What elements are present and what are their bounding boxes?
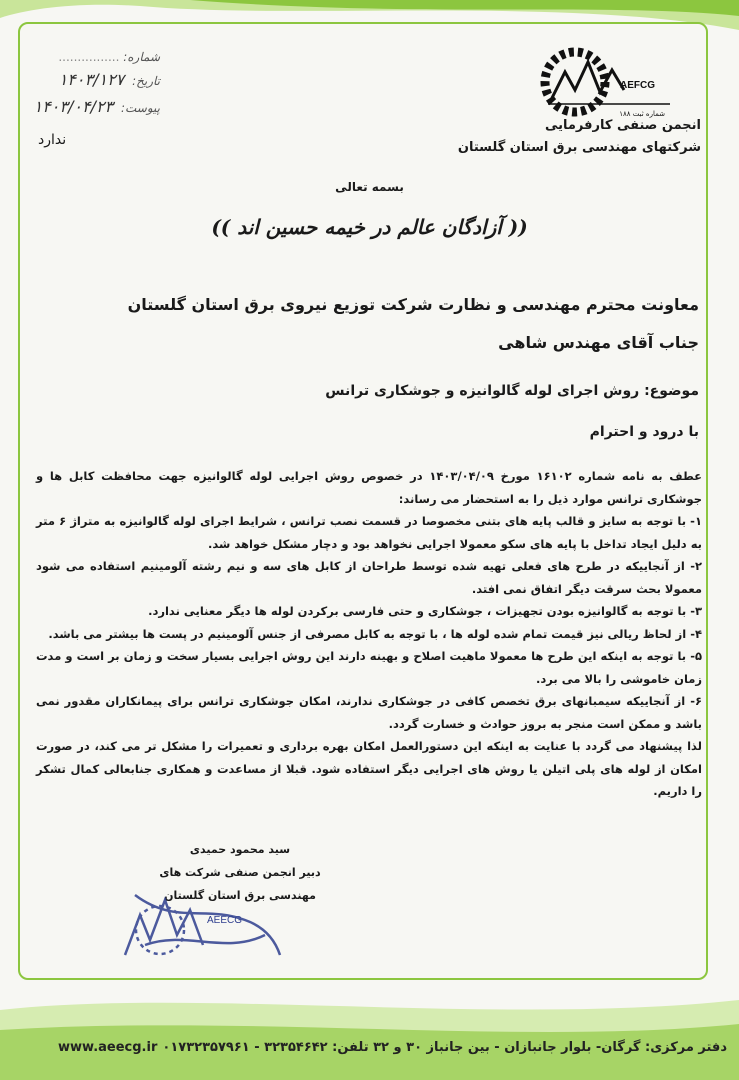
svg-text:AEECG: AEECG [207, 915, 243, 926]
date-value: ۱۴۰۳/۱۲۷ [58, 70, 125, 89]
signer-title-line2: مهندسی برق استان گلستان [164, 889, 316, 902]
logo-registration: شماره ثبت ۱۸۸ [619, 110, 665, 118]
official-stamp-icon [115, 885, 285, 965]
association-logo [520, 40, 670, 130]
org-name-line2: شرکتهای مهندسی برق استان گلستان [457, 140, 701, 155]
paragraph-item-1: ۱- با توجه به سایز و قالب پایه های بتنی مخصوصا در قسمت نصب ترانس ، شرایط اجرای لوله گالوانیزه به متراژ ۶ متر به دلیل ایجاد تداخل با پایه های سکو معمولا اجرایی نخواهد بود و دچار مشکل خواهد شد. [36, 514, 702, 551]
signer-title-line1: دبیر انجمن صنفی شرکت های [159, 866, 321, 879]
basmala: بسمه تعالی [335, 180, 404, 194]
paragraph-item-2: ۲- از آنجاییکه در طرح های فعلی تهیه شده توسط طراحان از کابل های سه و نیم رشته آلومینیم استفاده می شود معمولا بحث سرقت دیگر اتفاق نمی افتد. [36, 559, 702, 596]
date-row [30, 70, 160, 89]
date-label: تاریخ: [132, 74, 160, 88]
footer [0, 1040, 739, 1064]
attachment-note: ندارد [38, 132, 67, 148]
recipient-name: جناب آقای مهندس شاهی [498, 333, 699, 352]
org-name-line1: انجمن صنفی کارفرمایی [544, 118, 701, 133]
number-label: شماره: [123, 50, 160, 64]
greeting: با درود و احترام [589, 424, 699, 440]
attachment-value: ۱۴۰۳/۰۴/۲۳ [33, 97, 114, 116]
paragraph-item-6: ۶- از آنجاییکه سیمبانهای برق تخصص کافی در جوشکاری ندارند، امکان جوشکاری ترانس برای پیمانکاران مقدور نمی باشد و ممکن است منجر به بروز حوادث و خسارت گردد. [36, 694, 702, 731]
attachment-label: پیوست: [120, 101, 160, 115]
footer-website-link[interactable]: www.aeecg.ir [58, 1040, 158, 1055]
footer-address: دفتر مرکزی: گرگان- بلوار جانبازان - بین جانباز ۳۰ و ۳۲ تلفن: ۳۲۳۵۴۶۴۲ - ۰۱۷۳۲۳۵۷۹۶۱ [162, 1040, 727, 1055]
attachment-row [22, 97, 160, 116]
signer-name: سید محمود حمیدی [189, 843, 291, 856]
paragraph-reference: عطف به نامه شماره ۱۶۱۰۲ مورخ ۱۴۰۳/۰۴/۰۹ در خصوص روش اجرایی لوله گالوانیزه جهت محافظت کابل ها و جوشکاری ترانس موارد ذیل را به استحضار می رساند: [36, 469, 702, 506]
number-row: شماره: ................ [58, 50, 160, 64]
subject-line: موضوع: روش اجرای لوله گالوانیزه و جوشکاری ترانس [325, 383, 699, 399]
motto: (( آزادگان عالم در خیمه حسین اند )) [211, 215, 528, 239]
paragraph-item-5: ۵- با توجه به اینکه این طرح ها معمولا ماهیت اصلاح و بهینه دارند این روش اجرایی بسیار سخت و زمان بر است و مدت زمان خاموشی را بالا می برد. [36, 649, 702, 686]
paragraph-item-3: ۳- با توجه به گالوانیزه بودن تجهیزات ، جوشکاری و حتی فارسی برکردن لوله ها دیگر معنایی ندارد. [148, 604, 702, 618]
recipient-title: معاونت محترم مهندسی و نظارت شرکت توزیع نیروی برق استان گلستان [127, 295, 699, 314]
letter-body [36, 465, 702, 803]
paragraph-closing: لذا پیشنهاد می گردد با عنایت به اینکه این دستورالعمل امکان بهره برداری و تعمیرات را مشکل تر می کند، در صورت امکان از لوله های پلی اتیلن یا روش های اجرایی دیگر استفاده شود. قبلا از مساعدت و همکاری جنابعالی کمال تشکر را داریم. [36, 739, 702, 798]
logo-text: AEFCG [620, 80, 655, 91]
paragraph-item-4: ۴- از لحاظ ریالی نیز قیمت تمام شده لوله ها ، با توجه به کابل مصرفی از جنس آلومینیم در پست ها بیشتر می باشد. [48, 626, 702, 641]
footer-green-band [0, 990, 739, 1080]
